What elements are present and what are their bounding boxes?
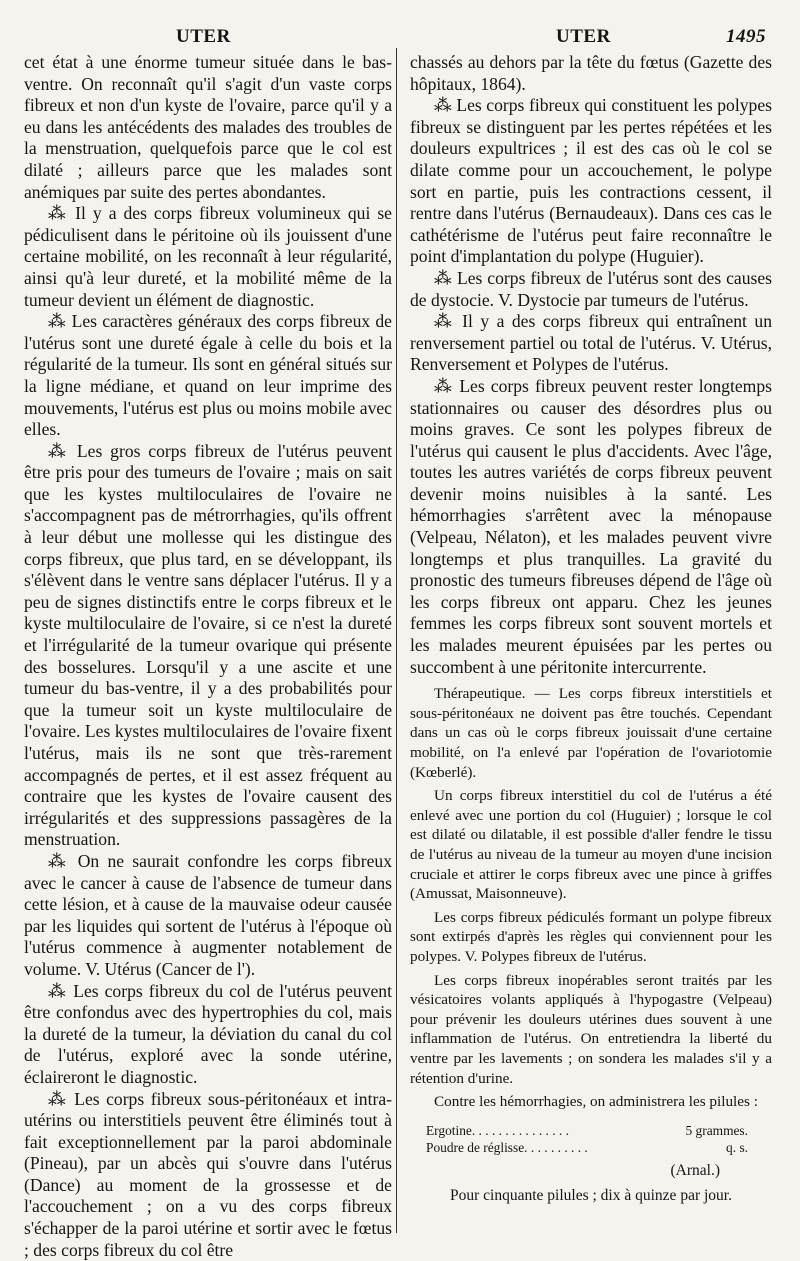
small-paragraph: Les corps fibreux pédiculés formant un polype fibreux sont extirpés d'après les règles qui conviennent pour les polypes. V. Polypes fibreux de l'utérus. bbox=[410, 908, 772, 967]
running-head-left: UTER bbox=[176, 26, 231, 48]
paragraph: ⁂ Les corps fibreux sous-péritonéaux et intra-utérins ou interstitiels peuvent être éliminés tout à fait exceptionnellement par la paroi abdominale (Pineau), par un abcès qui s'ouvre dans l'utérus (Dance) au moment de la grossesse et de l'accouchement ; on a vu des corps fibreux s'échapper de la paroi utérine et sortir avec le fœtus ; des corps fibreux du col être bbox=[24, 1089, 392, 1261]
prescription-row bbox=[410, 1122, 772, 1139]
small-paragraph: Un corps fibreux interstitiel du col de l'utérus a été enlevé avec une portion du col (Huguier) ; lorsque le col est dilaté ou dilatable, il est possible d'aller fendre le tissu de l'utérus au niveau de la tumeur au moyen d'une incision cruciale et attirer le corps fibreux avec une pince à griffes (Amussat, Maisonneuve). bbox=[410, 786, 772, 904]
paragraph: ⁂ Les corps fibreux de l'utérus sont des causes de dystocie. V. Dystocie par tumeurs de l'utérus. bbox=[410, 268, 772, 311]
paragraph: ⁂ Il y a des corps fibreux qui entraînent un renversement partiel ou total de l'utérus. V. Utérus, Renversement et Polypes de l'utérus. bbox=[410, 311, 772, 376]
paragraph: ⁂ Les corps fibreux du col de l'utérus peuvent être confondus avec des hypertrophies du col, mais la dureté de la tumeur, la déviation du canal du col de l'utérus, exploré avec la sonde utérine, éclaireront le diagnostic. bbox=[24, 981, 392, 1089]
prescription-dose: 5 grammes. bbox=[686, 1122, 748, 1139]
prescription-item: Ergotine. . . . . . . . . . . . . . . bbox=[426, 1122, 569, 1139]
prescription bbox=[410, 1122, 772, 1204]
paragraph: ⁂ Les gros corps fibreux de l'utérus peuvent être pris pour des tumeurs de l'ovaire ; mais on sait que les kystes multiloculaires de l'ovaire ne s'accompagnent pas de métrorrhagies, qu'ils offrent à leur début une mollesse qui les distingue des corps fibreux, que plus tard, en se développant, ils s'élèvent dans le ventre sans déplacer l'utérus. Il y a peu de signes distinctifs entre le corps fibreux et le kyste multiloculaire de l'ovaire, si ce n'est la dureté et l'irrégularité de la tumeur ovarique qui présente des bosselures. Lorsqu'il y a une ascite et une tumeur du bas-ventre, il y a des probabilités pour que la tumeur soit un kyste multiloculaire de l'ovaire. Les kystes multiloculaires de l'ovaire fixent l'utérus, mais ils ne sont que très-rarement accompagnés de pertes, et il est assez fréquent au contraire que les kystes de l'ovaire causent des irrégularités et des suppressions passagères de la menstruation. bbox=[24, 441, 392, 851]
small-paragraph: Les corps fibreux inopérables seront traités par les vésicatoires volants appliqués à l'hypogastre (Velpeau) pour prévenir les douleurs utérines dues souvent à une inflammation de l'utérus. On entretiendra la liberté du ventre par les lavements ; on sondera les malades s'il y a rétention d'urine. bbox=[410, 971, 772, 1089]
small-paragraph: Contre les hémorrhagies, on administrera les pilules : bbox=[410, 1092, 772, 1112]
prescription-author: (Arnal.) bbox=[410, 1162, 772, 1179]
page-number: 1495 bbox=[726, 26, 766, 48]
left-column bbox=[24, 52, 392, 1261]
paragraph: ⁂ Les corps fibreux qui constituent les polypes fibreux se distinguent par les pertes répétées et les douleurs expultrices ; il est des cas où le col se dilate comme pour un accouchement, le polype sort en partie, puis les contractions cessent, il rentre dans l'utérus (Bernaudeaux). Dans ces cas le cathétérisme de l'utérus peut faire reconnaître le point d'implantation du polype (Huguier). bbox=[410, 95, 772, 268]
therapeutics-paragraph: Thérapeutique. — Les corps fibreux interstitiels et sous-péritonéaux ne doivent pas être touchés. Cependant dans un cas où le corps fibreux jouissait d'une certaine mobilité, on l'a enlevé par l'opération de l'ovariotomie (Kœberlé). bbox=[410, 684, 772, 782]
column-divider bbox=[396, 48, 397, 1233]
prescription-item: Poudre de réglisse. . . . . . . . . . bbox=[426, 1139, 588, 1156]
prescription-closing: Pour cinquante pilules ; dix à quinze par jour. bbox=[410, 1187, 772, 1204]
prescription-row bbox=[410, 1139, 772, 1156]
paragraph: ⁂ On ne saurait confondre les corps fibreux avec le cancer à cause de l'absence de tumeur dans cette lésion, et à cause de la mauvaise odeur causée par les liquides qui sortent de l'utérus à l'époque où l'utérus commence à augmenter notablement de volume. V. Utérus (Cancer de l'). bbox=[24, 851, 392, 981]
paragraph: ⁂ Les caractères généraux des corps fibreux de l'utérus sont une dureté égale à celle du bois et la régularité de la tumeur. Ils sont en général situés sur la ligne médiane, et quand on leur imprime des mouvements, l'utérus est plus ou moins mobile avec elles. bbox=[24, 311, 392, 441]
right-column bbox=[410, 52, 772, 1204]
paragraph: ⁂ Il y a des corps fibreux volumineux qui se pédiculisent dans le péritoine où ils jouissent d'une certaine mobilité, on les reconnaît à leur régularité, ainsi qu'à leur dureté, et la mobilité même de la tumeur devient un élément de diagnostic. bbox=[24, 203, 392, 311]
paragraph: chassés au dehors par la tête du fœtus (Gazette des hôpitaux, 1864). bbox=[410, 52, 772, 95]
prescription-dose: q. s. bbox=[726, 1139, 748, 1156]
running-head-right: UTER bbox=[556, 26, 611, 48]
paragraph: ⁂ Les corps fibreux peuvent rester longtemps stationnaires ou causer des désordres plus ou moins graves. Ce sont les polypes fibreux de l'utérus qui causent le plus d'accidents. Avec l'âge, toutes les autres variétés de corps fibreux peuvent devenir moins nuisibles à la santé. Les hémorrhagies s'arrêtent avec la ménopause (Velpeau, Nélaton), et les malades peuvent vivre longtemps et plus tranquilles. La gravité du pronostic des tumeurs fibreuses dépend de l'âge où les corps fibreux ont apparu. Chez les jeunes femmes les corps fibreux sont souvent mortels et les malades meurent épuisées par les pertes ou succombent à une péritonite intercurrente. bbox=[410, 376, 772, 678]
paragraph: cet état à une énorme tumeur située dans le bas-ventre. On reconnaît qu'il s'agit d'un vaste corps fibreux et non d'un kyste de l'ovaire, parce qu'il y a eu dans les antécédents des malades des troubles de la menstruation, quelquefois parce que le col est dilaté ; ailleurs parce que les malades sont anémiques par suite des pertes abondantes. bbox=[24, 52, 392, 203]
